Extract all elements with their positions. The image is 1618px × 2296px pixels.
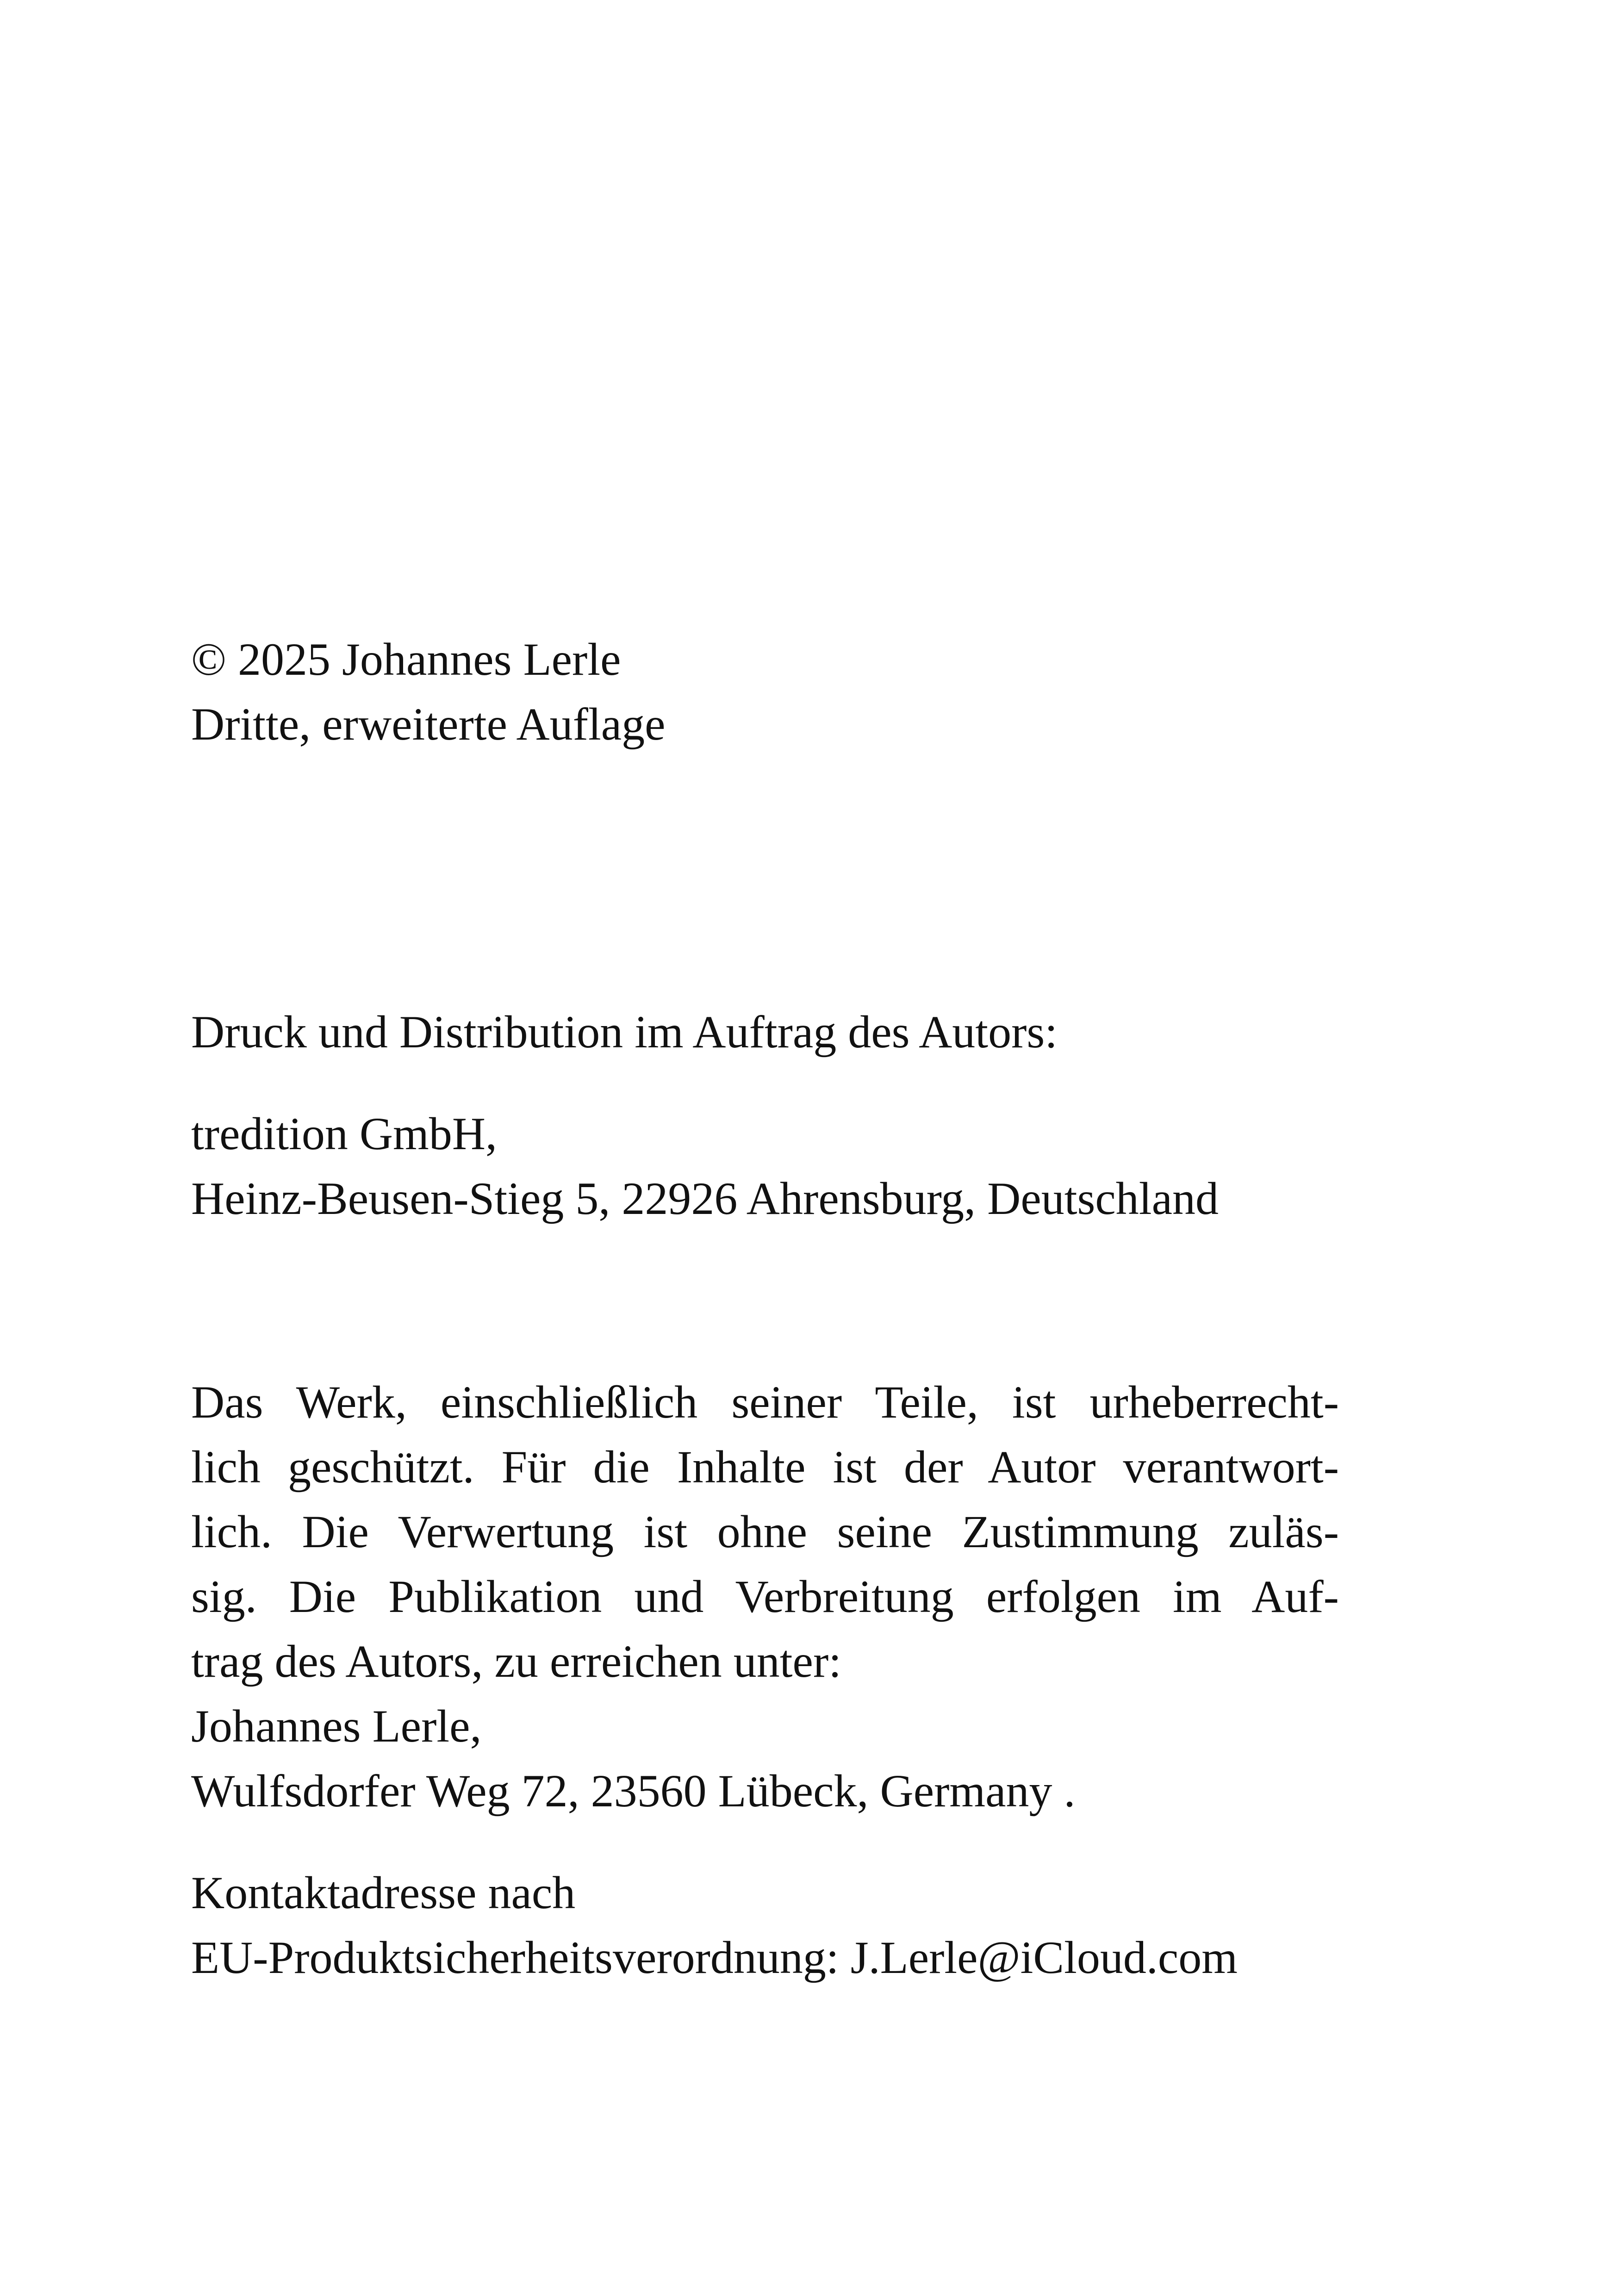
print-distribution-heading: Druck und Distribution im Auftrag des Autors: [191, 1006, 1058, 1058]
publisher-block [191, 1101, 1339, 1231]
publisher-name: tredition GmbH, [191, 1108, 498, 1159]
rights-notice-block [191, 1370, 1339, 1823]
author-name: Johannes Lerle, [191, 1700, 482, 1752]
edition-line: Dritte, erweiterte Auflage [191, 698, 666, 750]
contact-email-line: EU-Produktsicherheitsverordnung: J.Lerle@iCloud.com [191, 1932, 1238, 1983]
rights-text-line: Das Werk, einschließlich seiner Teile, ist urheberrecht- [191, 1376, 1339, 1428]
copyright-block [191, 627, 1339, 757]
publisher-address: Heinz-Beusen-Stieg 5, 22926 Ahrensburg, Deutschland [191, 1173, 1219, 1224]
rights-text-line: trag des Autors, zu erreichen unter: [191, 1636, 842, 1687]
rights-text-line: sig. Die Publikation und Verbreitung erfolgen im Auf- [191, 1571, 1339, 1622]
copyright-line: © 2025 Johannes Lerle [191, 634, 621, 685]
rights-text-line: lich geschützt. Für die Inhalte ist der Autor verantwort- [191, 1441, 1339, 1493]
author-address: Wulfsdorfer Weg 72, 23560 Lübeck, Germany . [191, 1765, 1076, 1817]
rights-text-line: lich. Die Verwertung ist ohne seine Zustimmung zuläs- [191, 1506, 1339, 1557]
print-distribution-block [191, 1000, 1339, 1064]
contact-label: Kontaktadresse nach [191, 1867, 576, 1918]
contact-block [191, 1860, 1339, 1990]
